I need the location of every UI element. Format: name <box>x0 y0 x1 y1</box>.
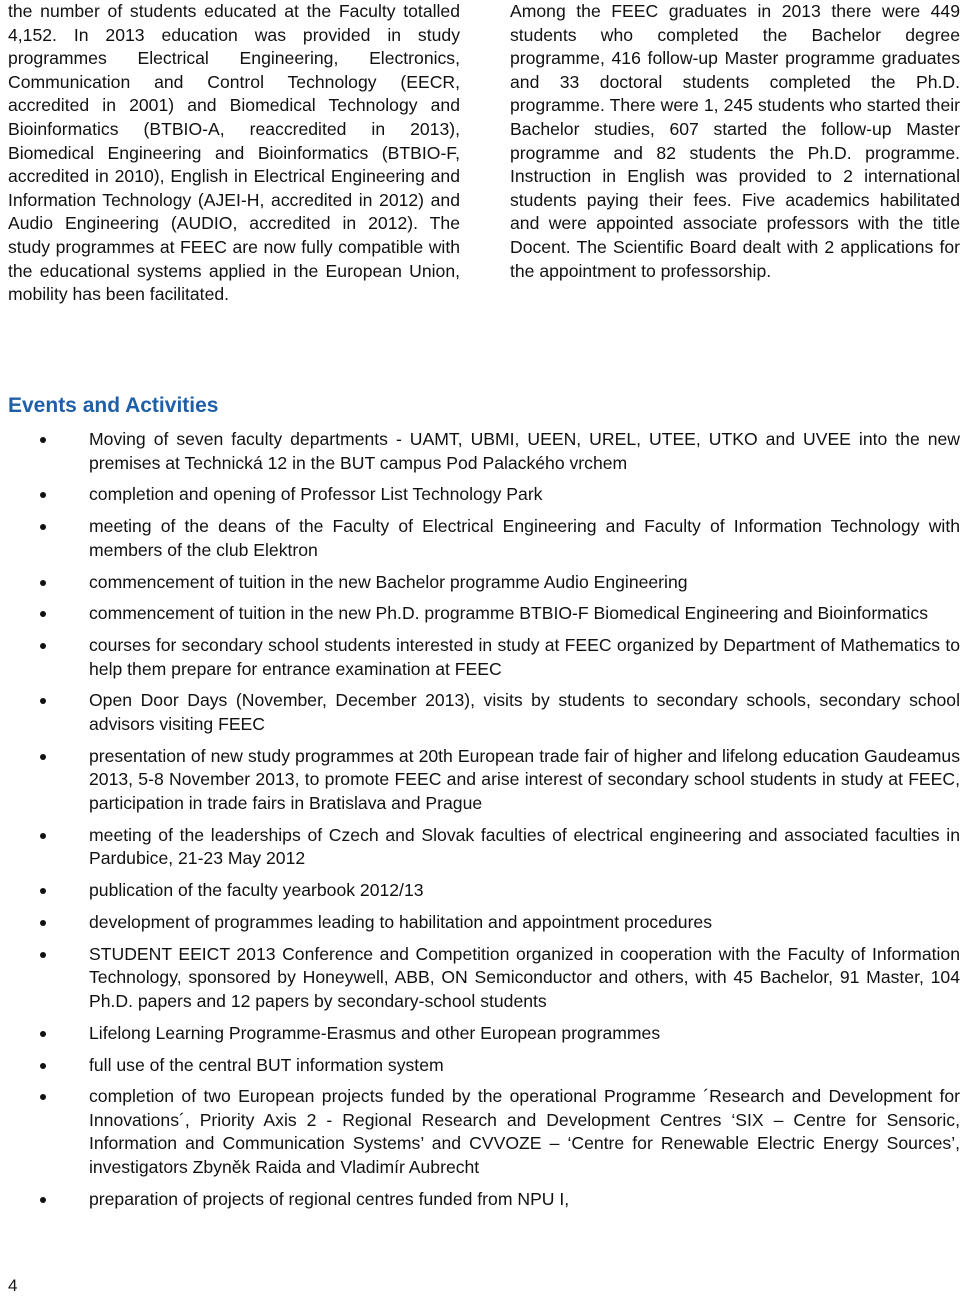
list-item-text: Open Door Days (November, December 2013), visits by students to secondary schools, secondary school advisors visiting FEEC <box>89 690 960 735</box>
bullet-icon <box>40 888 46 894</box>
list-item-text: full use of the central BUT information system <box>89 1054 444 1075</box>
list-item <box>40 602 960 626</box>
list-item <box>40 1085 960 1179</box>
bullet-icon <box>40 833 46 839</box>
list-item <box>40 515 960 562</box>
right-column-paragraph: Among the FEEC graduates in 2013 there were 449 students who completed the Bachelor degree programme, 416 follow-up Master programme graduates and 33 doctoral students completed the Ph.D. programme. There were 1, 245 students who started their Bachelor studies, 607 started the follow-up Master programme and 82 students the Ph.D. programme. Instruction in English was provided to 2 international students paying their fees. Five academics habilitated and were appointed associate professors with the title Docent. The Scientific Board dealt with 2 applications for the appointment to professorship. <box>510 1 960 281</box>
list-item <box>40 571 960 595</box>
list-item-text: meeting of the leaderships of Czech and Slovak faculties of electrical engineering and associated faculties in Pardubice, 21-23 May 2012 <box>89 824 960 869</box>
list-item-text: completion and opening of Professor List Technology Park <box>89 484 543 505</box>
intro-columns <box>8 0 960 307</box>
bullet-icon <box>40 1031 46 1037</box>
list-item-text: Moving of seven faculty departments - UAMT, UBMI, UEEN, UREL, UTEE, UTKO and UVEE into the new premises at Technická 12 in the BUT campus Pod Palackého vrchem <box>89 429 960 473</box>
events-list <box>40 428 960 1220</box>
bullet-icon <box>40 754 46 760</box>
bullet-icon <box>40 643 46 649</box>
list-item <box>40 879 960 903</box>
bullet-icon <box>40 580 46 586</box>
bullet-icon <box>40 437 46 443</box>
section-heading: Events and Activities <box>8 394 219 417</box>
bullet-icon <box>40 1197 46 1203</box>
list-item <box>40 745 960 816</box>
bullet-icon <box>40 611 46 617</box>
list-item <box>40 943 960 1014</box>
list-item-text: preparation of projects of regional centres funded from NPU I, <box>89 1188 570 1209</box>
bullet-icon <box>40 952 46 958</box>
list-item <box>40 1054 960 1078</box>
list-item-text: development of programmes leading to habilitation and appointment procedures <box>89 911 713 932</box>
bullet-icon <box>40 524 46 530</box>
bullet-icon <box>40 1094 46 1100</box>
bullet-icon <box>40 698 46 704</box>
list-item <box>40 428 960 475</box>
list-item <box>40 483 960 507</box>
bullet-icon <box>40 1063 46 1069</box>
list-item <box>40 824 960 871</box>
list-item <box>40 1188 960 1212</box>
list-item-text: completion of two European projects funded by the operational Programme ´Research and Development for Innovations´, Priority Axis 2 - Regional Research and Development Centres ‘SIX – Centre for Sensoric, Information and Communication Systems’ and CVVOZE – ‘Centre for Renewable Electric Energy Sources’, investigators Zbyněk Raida and Vladimír Aubrecht <box>89 1086 960 1178</box>
list-item-text: Lifelong Learning Programme-Erasmus and other European programmes <box>89 1022 661 1043</box>
list-item-text: commencement of tuition in the new Ph.D. programme BTBIO-F Biomedical Engineering and Bioinformatics <box>89 603 929 624</box>
list-item-text: publication of the faculty yearbook 2012/13 <box>89 880 424 901</box>
list-item-text: meeting of the deans of the Faculty of Electrical Engineering and Faculty of Information Technology with members of the club Elektron <box>89 516 960 560</box>
list-item-text: presentation of new study programmes at 20th European trade fair of higher and lifelong education Gaudeamus 2013, 5-8 November 2013, to promote FEEC and arise interest of secondary school students in study at FEEC, participation in trade fairs in Bratislava and Prague <box>89 745 960 814</box>
bullet-icon <box>40 492 46 498</box>
list-item <box>40 689 960 736</box>
bullet-icon <box>40 920 46 926</box>
list-item <box>40 1022 960 1046</box>
list-item-text: STUDENT EEICT 2013 Conference and Competition organized in cooperation with the Faculty of Information Technology, sponsored by Honeywell, ABB, ON Semiconductor and others, with 45 Bachelor, 91 Master, 104 Ph.D. papers and 12 papers by secondary-school students <box>89 943 960 1011</box>
left-column-paragraph: the number of students educated at the Faculty totalled 4,152. In 2013 education was provided in study programmes Electrical Engineering, Electronics, Communication and Control Technology (EECR, accredited in 2001) and Biomedical Technology and Bioinformatics (BTBIO-A, reaccredited in 2013), Biomedical Engineering and Bioinformatics (BTBIO-F, accredited in 2010), English in Electrical Engineering and Information Technology (AJEI-H, accredited in 2012) and Audio Engineering (AUDIO, accredited in 2012). The study programmes at FEEC are now fully compatible with the educational systems applied in the European Union, mobility has been facilitated. <box>8 1 460 305</box>
list-item <box>40 634 960 681</box>
list-item-text: commencement of tuition in the new Bachelor programme Audio Engineering <box>89 571 688 592</box>
page-number: 4 <box>8 1276 18 1295</box>
list-item <box>40 911 960 935</box>
list-item-text: courses for secondary school students interested in study at FEEC organized by Department of Mathematics to help them prepare for entrance examination at FEEC <box>89 635 960 679</box>
